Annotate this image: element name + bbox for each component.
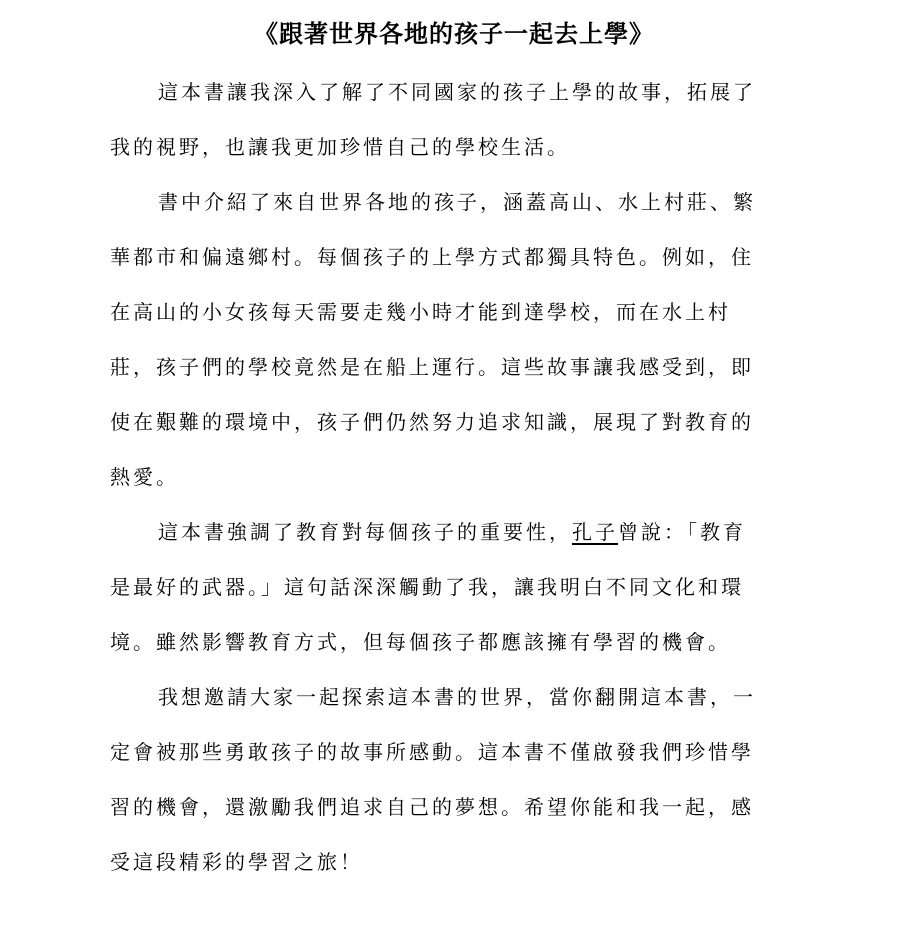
text-line: 受這段精彩的學習之旅！ <box>110 850 363 874</box>
document-title: 《跟著世界各地的孩子一起去上學》 <box>254 19 654 48</box>
text-segment: 曾說：「教育 <box>618 520 746 544</box>
text-line <box>110 510 800 565</box>
text-line: 定會被那些勇敢孩子的故事所感動。這本書不僅啟發我們珍惜學 <box>110 740 754 764</box>
text-line: 華都市和偏遠鄉村。每個孩子的上學方式都獨具特色。例如，住 <box>110 245 754 269</box>
text-line: 習的機會，還激勵我們追求自己的夢想。希望你能和我一起，感 <box>110 795 754 819</box>
text-line: 熱愛。 <box>110 465 179 489</box>
text-line: 使在艱難的環境中，孩子們仍然努力追求知識，展現了對教育的 <box>110 410 754 434</box>
text-line: 境。雖然影響教育方式，但每個孩子都應該擁有學習的機會。 <box>110 630 731 654</box>
paragraph-2 <box>110 180 800 510</box>
text-line: 這本書讓我深入了解了不同國家的孩子上學的故事，拓展了 <box>158 80 756 104</box>
text-line: 在高山的小女孩每天需要走幾小時才能到達學校，而在水上村 <box>110 300 731 324</box>
paragraph-4 <box>110 675 800 895</box>
text-line: 是最好的武器。」這句話深深觸動了我，讓我明白不同文化和環 <box>110 575 744 599</box>
document-body <box>110 70 800 895</box>
text-segment: 這本書強調了教育對每個孩子的重要性， <box>158 520 572 544</box>
paragraph-1 <box>110 70 800 180</box>
text-line: 我的視野，也讓我更加珍惜自己的學校生活。 <box>110 135 570 159</box>
paragraph-3 <box>110 510 800 675</box>
underlined-name: 孔子 <box>572 520 618 544</box>
text-line: 我想邀請大家一起探索這本書的世界，當你翻開這本書，一 <box>158 685 756 709</box>
text-line: 莊，孩子們的學校竟然是在船上運行。這些故事讓我感受到，即 <box>110 355 754 379</box>
text-line: 書中介紹了來自世界各地的孩子，涵蓋高山、水上村莊、繁 <box>158 190 756 214</box>
